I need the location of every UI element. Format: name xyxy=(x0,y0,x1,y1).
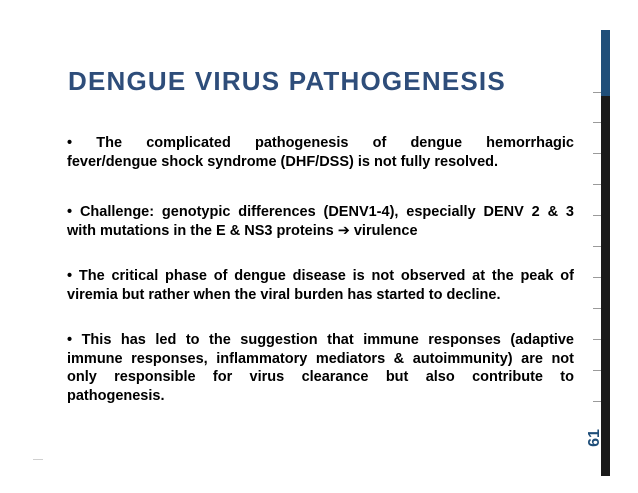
margin-tick xyxy=(593,122,601,123)
margin-tick xyxy=(593,277,601,278)
bullet-text: virulence xyxy=(349,222,418,239)
margin-tick xyxy=(593,401,601,402)
bullet-line: • Challenge: genotypic differences (DENV1-4), especially DENV 2 & 3 xyxy=(67,204,574,220)
bullet-line: • This has led to the suggestion that immune responses (adaptive xyxy=(67,332,574,348)
bullet-item xyxy=(67,331,574,405)
margin-tick xyxy=(593,215,601,216)
bullet-line: only responsible for virus clearance but also contribute to xyxy=(67,369,574,385)
bullet-item xyxy=(67,267,574,304)
margin-tick xyxy=(593,92,601,93)
footer-mark xyxy=(33,459,43,460)
right-arrow-icon: ➔ xyxy=(337,222,350,239)
margin-tick xyxy=(593,153,601,154)
bullet-line: immune responses, inflammatory mediators & autoimmunity) are not xyxy=(67,350,574,367)
margin-tick xyxy=(593,308,601,309)
bullet-line: pathogenesis. xyxy=(67,387,165,404)
bullet-line xyxy=(67,222,574,241)
bullet-item xyxy=(67,134,574,171)
bullet-text: with mutations in the E & NS3 proteins xyxy=(67,222,338,239)
margin-tick xyxy=(593,339,601,340)
right-border-bar xyxy=(601,30,610,476)
bullet-line: fever/dengue shock syndrome (DHF/DSS) is not fully resolved. xyxy=(67,153,499,170)
bullet-line: • The complicated pathogenesis of dengue hemorrhagic xyxy=(67,135,574,151)
bullet-line: viremia but rather when the viral burden has started to decline. xyxy=(67,286,501,303)
margin-tick xyxy=(593,246,601,247)
right-border-accent xyxy=(601,30,610,96)
margin-tick xyxy=(593,370,601,371)
margin-tick xyxy=(593,184,601,185)
slide-title: DENGUE VIRUS PATHOGENESIS xyxy=(68,66,506,96)
bullet-line: • The critical phase of dengue disease is not observed at the peak of xyxy=(67,268,574,284)
bullet-item xyxy=(67,203,574,240)
page-number: 61 xyxy=(586,429,603,447)
